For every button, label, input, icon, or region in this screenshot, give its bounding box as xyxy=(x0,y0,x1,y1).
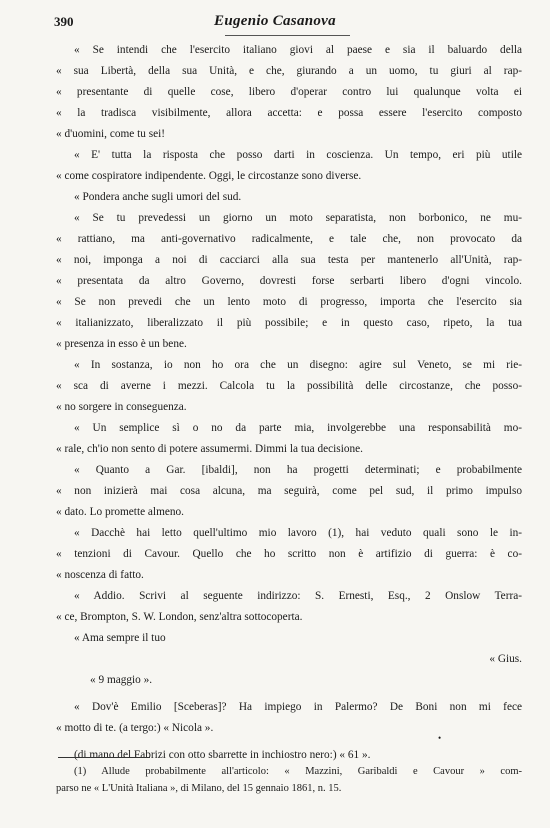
letter-body xyxy=(56,40,522,766)
page-number: 390 xyxy=(54,14,74,29)
text-line: « Se non prevedi che un lento moto di progresso, importa che l'esercito sia xyxy=(56,296,522,308)
editorial-note: (di mano del Fabrizi con otto sbarrette in inchiostro nero:) « 61 ». xyxy=(74,749,371,761)
footnote-line: (1) Allude probabilmente all'articolo: « Mazzini, Garibaldi e Cavour » com- xyxy=(74,766,522,777)
signature: « Gius. xyxy=(489,653,522,665)
text-line: « presentata da altro Governo, dovresti forse serbarti libero d'ogni vincolo. xyxy=(56,275,522,287)
text-line: « tenzioni di Cavour. Quello che ho scritto non è artifizio di guerra: è co- xyxy=(56,548,522,560)
text-line: « d'uomini, come tu sei! xyxy=(56,128,166,140)
text-line: « In sostanza, io non ho ora che un disegno: agire sul Veneto, se mi rie- xyxy=(74,359,522,371)
text-line: « rale, ch'io non sento di potere assumermi. Dimmi la tua decisione. xyxy=(56,443,363,455)
text-line: « Addio. Scrivi al seguente indirizzo: S. Ernesti, Esq., 2 Onslow Terra- xyxy=(74,590,522,602)
text-line: « presenza in esso è un bene. xyxy=(56,338,187,350)
text-line: « no sorgere in conseguenza. xyxy=(56,401,187,413)
footnote xyxy=(56,763,522,797)
text-line: « non inizierà mai cosa alcuna, ma seguirà, come pel sud, il primo impulso xyxy=(56,485,522,497)
postscript-line: « motto di te. (a tergo:) « Nicola ». xyxy=(56,722,214,734)
text-line: « rattiano, ma anti-governativo radicalmente, e tale che, non provocato da xyxy=(56,233,522,245)
text-line: « sua Libertà, della sua Unità, e che, giurando a un uomo, tu giuri al rap- xyxy=(56,65,522,77)
text-line: « E' tutta la risposta che posso darti in coscienza. Un tempo, eri più utile xyxy=(74,149,522,161)
header-rule xyxy=(225,35,350,36)
running-title: Eugenio Casanova xyxy=(214,13,336,29)
text-line: « noscenza di fatto. xyxy=(56,569,144,581)
text-line: « noi, imponga a noi di cacciarci alla sua testa per mantenerlo all'Unità, rap- xyxy=(56,254,522,266)
postscript-line: « Dov'è Emilio [Sceberas]? Ha impiego in Palermo? De Boni non mi fece xyxy=(74,701,522,713)
text-line: « italianizzato, liberalizzato il più possibile; e in questo caso, ripeto, la tua xyxy=(56,317,522,329)
text-line: « Se intendi che l'esercito italiano giovi al paese e sia il baluardo della xyxy=(74,44,522,56)
text-line: « dato. Lo promette almeno. xyxy=(56,506,184,518)
text-line: « la tradisca visibilmente, allora accetta: e possa essere l'esercito composto xyxy=(56,107,522,119)
text-line: « Se tu prevedessi un giorno un moto separatista, non borbonico, ne mu- xyxy=(74,212,522,224)
letter-date: « 9 maggio ». xyxy=(90,674,153,686)
text-line: « sca di averne i mezzi. Calcola tu la possibilità delle circostanze, che posso- xyxy=(56,380,522,392)
text-line: « come cospiratore indipendente. Oggi, le circostanze sono diverse. xyxy=(56,170,362,182)
text-line: « ce, Brompton, S. W. London, senz'altra sottocoperta. xyxy=(56,611,303,623)
text-line: « Pondera anche sugli umori del sud. xyxy=(74,191,242,203)
footnote-rule xyxy=(58,757,150,758)
footnote-line: parso ne « L'Unità Italiana », di Milano, del 15 gennaio 1861, n. 15. xyxy=(56,783,342,794)
text-line: « Dacchè hai letto quell'ultimo mio lavoro (1), hai veduto quali sono le in- xyxy=(74,527,522,539)
text-line: « presentante di quelle cose, libero d'operar contro lui qualunque volta ei xyxy=(56,86,522,98)
ink-dot: • xyxy=(438,733,442,743)
text-line: « Un semplice sì o no da parte mia, involgerebbe una responsabilità mo- xyxy=(74,422,522,434)
closing-line: « Ama sempre il tuo xyxy=(74,632,166,644)
text-line: « Quanto a Gar. [ibaldi], non ha progetti determinati; e probabilmente xyxy=(74,464,522,476)
